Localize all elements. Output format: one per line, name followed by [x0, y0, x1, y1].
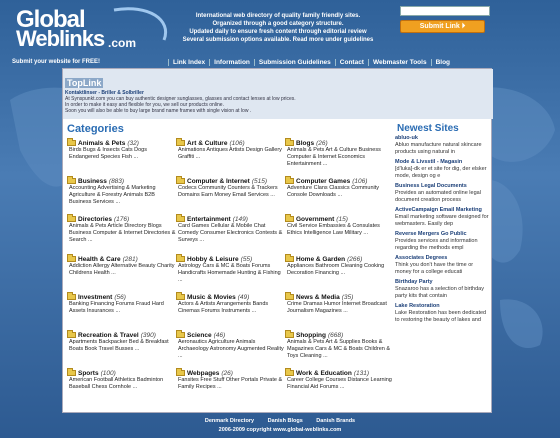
subcategory-links[interactable]: Card Games Cellular & Mobile Chat Comedy Consumer Electronics Contests & Surveys ...	[178, 223, 283, 243]
category-link[interactable]	[67, 139, 177, 147]
category-link[interactable]	[176, 331, 286, 339]
category-item	[67, 369, 177, 391]
categories-heading: Categories	[67, 123, 124, 135]
nav-submission-guidelines[interactable]: Submission Guidelines	[254, 59, 335, 66]
category-link[interactable]	[176, 369, 286, 377]
category-name: Animals & Pets	[78, 139, 126, 147]
toplink-box	[63, 69, 493, 119]
folder-icon	[285, 294, 294, 300]
toplink-text: In order to make it easy and flexible for you, we sell our products online.	[65, 102, 224, 108]
tagline-line: Several submission options available. Read more under guidelines	[182, 37, 374, 43]
category-name: Blogs	[296, 139, 315, 147]
category-name: Directories	[78, 215, 112, 223]
category-name: Sports	[78, 369, 99, 377]
folder-icon	[176, 370, 185, 376]
category-count: (46)	[213, 331, 226, 339]
category-item	[176, 293, 286, 315]
newest-site-link[interactable]: Associates Degrees	[395, 255, 448, 261]
category-link[interactable]	[67, 293, 177, 301]
folder-icon	[67, 216, 76, 222]
category-link[interactable]	[285, 331, 395, 339]
category-link[interactable]	[176, 293, 286, 301]
folder-icon	[67, 140, 76, 146]
submit-link-button[interactable]: Submit Link ⏵	[400, 20, 485, 33]
category-name: Home & Garden	[296, 255, 346, 263]
category-name: Computer & Internet	[187, 177, 250, 185]
category-item	[67, 139, 177, 161]
folder-icon	[176, 332, 185, 338]
category-count: (515)	[251, 177, 268, 185]
newest-site-link[interactable]: Birthday Party	[395, 279, 433, 285]
category-name: Art & Culture	[187, 139, 228, 147]
logo-text-global: Global	[16, 6, 85, 33]
category-item	[67, 331, 177, 353]
newest-site-item	[395, 303, 490, 324]
category-item	[285, 369, 395, 391]
category-name: Investment	[78, 293, 113, 301]
nav-information[interactable]: Information	[209, 59, 254, 66]
folder-icon	[285, 256, 294, 262]
category-count: (106)	[352, 177, 368, 185]
newest-site-link[interactable]: abluo-uk	[395, 135, 418, 141]
nav-webmaster-tools[interactable]: Webmaster Tools	[368, 59, 431, 66]
category-count: (176)	[113, 215, 130, 223]
category-count: (49)	[237, 293, 250, 301]
newest-site-description: Lake Restoration has been dedicated to restoring the beauty of lakes and	[395, 310, 487, 323]
subcategory-links[interactable]: Crime Dramas Humor Internet Broadcast Journalism Magazines ...	[287, 301, 387, 314]
category-link[interactable]	[285, 139, 395, 147]
newest-site-description: Think you don't have the time or money for a college educati	[395, 262, 474, 275]
subcategory-links[interactable]: Apartments Backpacker Bed & Breakfast Boats Book Travel Busses ...	[69, 339, 169, 352]
category-count: (883)	[108, 177, 125, 185]
folder-icon	[285, 216, 294, 222]
toplink-text: At Synspunkt.com you can buy authentic designer sunglasses, glasses and contact lenses at low prices.	[65, 96, 296, 102]
newest-site-link[interactable]: Mode & Livsstil - Magasin	[395, 159, 463, 165]
category-name: Health & Care	[78, 255, 121, 263]
category-item	[176, 139, 286, 161]
category-item	[176, 331, 286, 360]
category-link[interactable]	[285, 293, 395, 301]
footer-links	[0, 418, 560, 424]
category-link[interactable]	[176, 215, 286, 223]
newest-site-description: Email marketing software designed for webmasters. Easily dep	[395, 214, 489, 227]
folder-icon	[285, 178, 294, 184]
category-item	[67, 255, 177, 277]
search-input[interactable]	[400, 6, 490, 16]
category-count: (390)	[140, 331, 156, 339]
category-item	[285, 255, 395, 277]
subcategory-links[interactable]: Civil Service Embassies & Consulates Ethics Intelligence Law Military ...	[287, 223, 380, 236]
site-logo[interactable]	[14, 6, 164, 51]
category-name: Computer Games	[296, 177, 351, 185]
subcategory-links[interactable]: Animations Antiques Artists Design Gallery Graffiti ...	[178, 147, 282, 160]
site-tagline	[178, 12, 378, 44]
category-name: Hobby & Leisure	[187, 255, 239, 263]
main-panel	[62, 68, 492, 413]
nav-contact[interactable]: Contact	[335, 59, 368, 66]
subcategory-links[interactable]: Animals & Pets Art & Supplies Books & Magazines Cars & MC & Boats Children & Toys Cleaning ...	[287, 339, 391, 359]
subcategory-links[interactable]: Birds Bugs & Insects Cats Dogs Endangered Species Fish ...	[69, 147, 147, 160]
category-item	[176, 215, 286, 244]
category-item	[176, 255, 286, 284]
category-count: (35)	[341, 293, 354, 301]
nav-blog[interactable]: Blog	[431, 59, 454, 66]
newest-site-description: Snazaroo has a selection of birthday party kits that contain	[395, 286, 484, 299]
main-nav	[0, 56, 560, 68]
category-name: Music & Movies	[187, 293, 236, 301]
footer-link-danish-blogs[interactable]: Danish Blogs	[267, 418, 303, 424]
newest-sites-list	[395, 135, 490, 327]
tagline-line: Updated daily to ensure fresh content through editorial review	[189, 29, 367, 35]
newest-site-description: Abluo manufacture natural skincare products using natural in	[395, 142, 482, 155]
newest-site-item	[395, 279, 490, 300]
nav-link-index[interactable]: Link Index	[168, 59, 209, 66]
category-link[interactable]	[176, 177, 286, 185]
category-name: News & Media	[296, 293, 340, 301]
category-name: Entertainment	[187, 215, 231, 223]
category-item	[67, 215, 177, 244]
category-name: Work & Education	[296, 369, 352, 377]
newest-site-description: Provides an automated online legal document creation process	[395, 190, 481, 203]
category-count: (26)	[316, 139, 328, 147]
subcategory-links[interactable]: Astrology Cars & MC & Boats Forums Handicrafts Homemade Hunting & Fishing ...	[178, 263, 281, 283]
newest-site-item	[395, 231, 490, 252]
category-count: (281)	[122, 255, 138, 263]
newest-site-description: [d'luka]-dk er et site for dig, der elsker mode, design og e	[395, 166, 487, 179]
category-name: Shopping	[296, 331, 326, 339]
category-link[interactable]	[176, 139, 286, 147]
newest-site-link[interactable]: Business Legal Documents	[395, 183, 467, 189]
newest-site-link[interactable]: Reverse Mergers Go Public	[395, 231, 467, 237]
logo-text-com: .com	[108, 36, 137, 50]
newest-site-item	[395, 183, 490, 204]
category-link[interactable]	[67, 255, 177, 263]
nav-submit-free[interactable]: Submit your website for FREE!	[12, 59, 101, 65]
newest-site-item	[395, 135, 490, 156]
folder-icon	[285, 332, 294, 338]
category-link[interactable]	[67, 177, 177, 185]
category-link[interactable]	[285, 369, 395, 377]
folder-icon	[176, 216, 185, 222]
category-name: Webpages	[187, 369, 220, 377]
toplink-text: Soon you will also be able to buy large brand name frames with single vision at low .	[65, 108, 252, 114]
category-count: (106)	[229, 139, 245, 147]
footer-link-danish-brands[interactable]: Danish Brands	[316, 418, 356, 424]
folder-icon	[67, 370, 76, 376]
category-item	[285, 139, 395, 168]
newest-site-link[interactable]: Lake Restoration	[395, 303, 440, 309]
category-link[interactable]	[285, 177, 395, 185]
folder-icon	[67, 332, 76, 338]
subcategory-links[interactable]: Banking Financing Forums Fraud Hard Assets Insurances ...	[69, 301, 164, 314]
category-link[interactable]	[67, 369, 177, 377]
category-count: (266)	[347, 255, 363, 263]
toplink-title: TopLink	[67, 78, 102, 88]
folder-icon	[176, 294, 185, 300]
folder-icon	[67, 294, 76, 300]
category-count: (15)	[336, 215, 348, 223]
category-count: (55)	[240, 255, 253, 263]
category-link[interactable]	[176, 255, 286, 263]
folder-icon	[176, 140, 185, 146]
category-link[interactable]	[67, 331, 177, 339]
tagline-line: International web directory of quality family friendly sites.	[195, 13, 361, 19]
category-count: (100)	[100, 369, 116, 377]
folder-icon	[176, 178, 185, 184]
category-name: Government	[296, 215, 335, 223]
category-count: (149)	[232, 215, 248, 223]
category-name: Science	[187, 331, 212, 339]
newest-sites-heading: Newest Sites	[397, 123, 459, 134]
folder-icon	[67, 178, 76, 184]
subcategory-links[interactable]: Appliances Bathroom Cleaning Cooking Decoration Financing ...	[287, 263, 385, 276]
footer	[0, 415, 560, 438]
category-link[interactable]	[67, 215, 177, 223]
category-count: (668)	[327, 331, 344, 339]
header	[0, 0, 560, 56]
footer-link-denmark-directory[interactable]: Denmark Directory	[204, 418, 255, 424]
subcategory-links[interactable]: Animals & Pets Article Directory Blogs Business Computer & Internet Directories & Search ...	[69, 223, 176, 243]
logo-text-weblinks: Weblinks	[16, 26, 105, 51]
category-count: (56)	[114, 293, 126, 301]
subcategory-links[interactable]: Addiction Allergy Alternative Beauty Charity Childrens Health ...	[69, 263, 175, 276]
newest-site-link[interactable]: ActiveCampaign Email Marketing	[395, 207, 482, 213]
subcategory-links[interactable]: Adventure Clans Classics Community Console Downloads ...	[287, 185, 380, 198]
category-item	[176, 369, 286, 391]
category-item	[285, 177, 395, 199]
subcategory-links[interactable]: American Football Athletics Badminton Baseball Chess Cornhole ...	[69, 377, 164, 390]
subcategory-links[interactable]: Career College Courses Distance Learning Financial Aid Forums ...	[287, 377, 392, 390]
footer-copyright: 2006-2009 copyright www.global-weblinks.com	[218, 427, 342, 433]
toplink-site-link[interactable]: Kontaktlinser - Briller & Solbriller	[65, 90, 144, 96]
tagline-line: Organized through a good category structure.	[212, 21, 344, 27]
category-count: (26)	[221, 369, 233, 377]
category-item	[67, 293, 177, 315]
subcategory-links[interactable]: Fansites Free Stuff Other Portals Private & Family Recipes ...	[178, 377, 283, 390]
subcategory-links[interactable]: Aeronautics Agriculture Animals Archaeology Astronomy Augmented Reality ...	[178, 339, 284, 359]
category-item	[67, 177, 177, 206]
category-name: Business	[78, 177, 107, 185]
subcategory-links[interactable]: Animals & Pets Art & Culture Business Computer & Internet Economics Entertainment ...	[287, 147, 381, 167]
category-item	[285, 215, 395, 237]
newest-site-item	[395, 255, 490, 276]
category-item	[285, 293, 395, 315]
category-count: (32)	[127, 139, 139, 147]
folder-icon	[176, 256, 185, 262]
category-item	[285, 331, 395, 360]
category-name: Recreation & Travel	[78, 331, 139, 339]
subcategory-links[interactable]: Actors & Artists Arrangements Bands Cinemas Forums Instruments ...	[178, 301, 269, 314]
category-item	[176, 177, 286, 199]
subcategory-links[interactable]: Accounting Advertising & Marketing Agriculture & Forestry Animals B2B Business Services ...	[69, 185, 156, 205]
subcategory-links[interactable]: Codecs Community Counters & Trackers Domains Earn Money Email Services ...	[178, 185, 278, 198]
folder-icon	[67, 256, 76, 262]
folder-icon	[285, 370, 294, 376]
folder-icon	[285, 140, 294, 146]
newest-site-item	[395, 159, 490, 180]
category-link[interactable]	[285, 215, 395, 223]
category-count: (131)	[353, 369, 370, 377]
newest-site-description: Provides services and information regarding the methods empl	[395, 238, 478, 251]
category-link[interactable]	[285, 255, 395, 263]
newest-site-item	[395, 207, 490, 228]
